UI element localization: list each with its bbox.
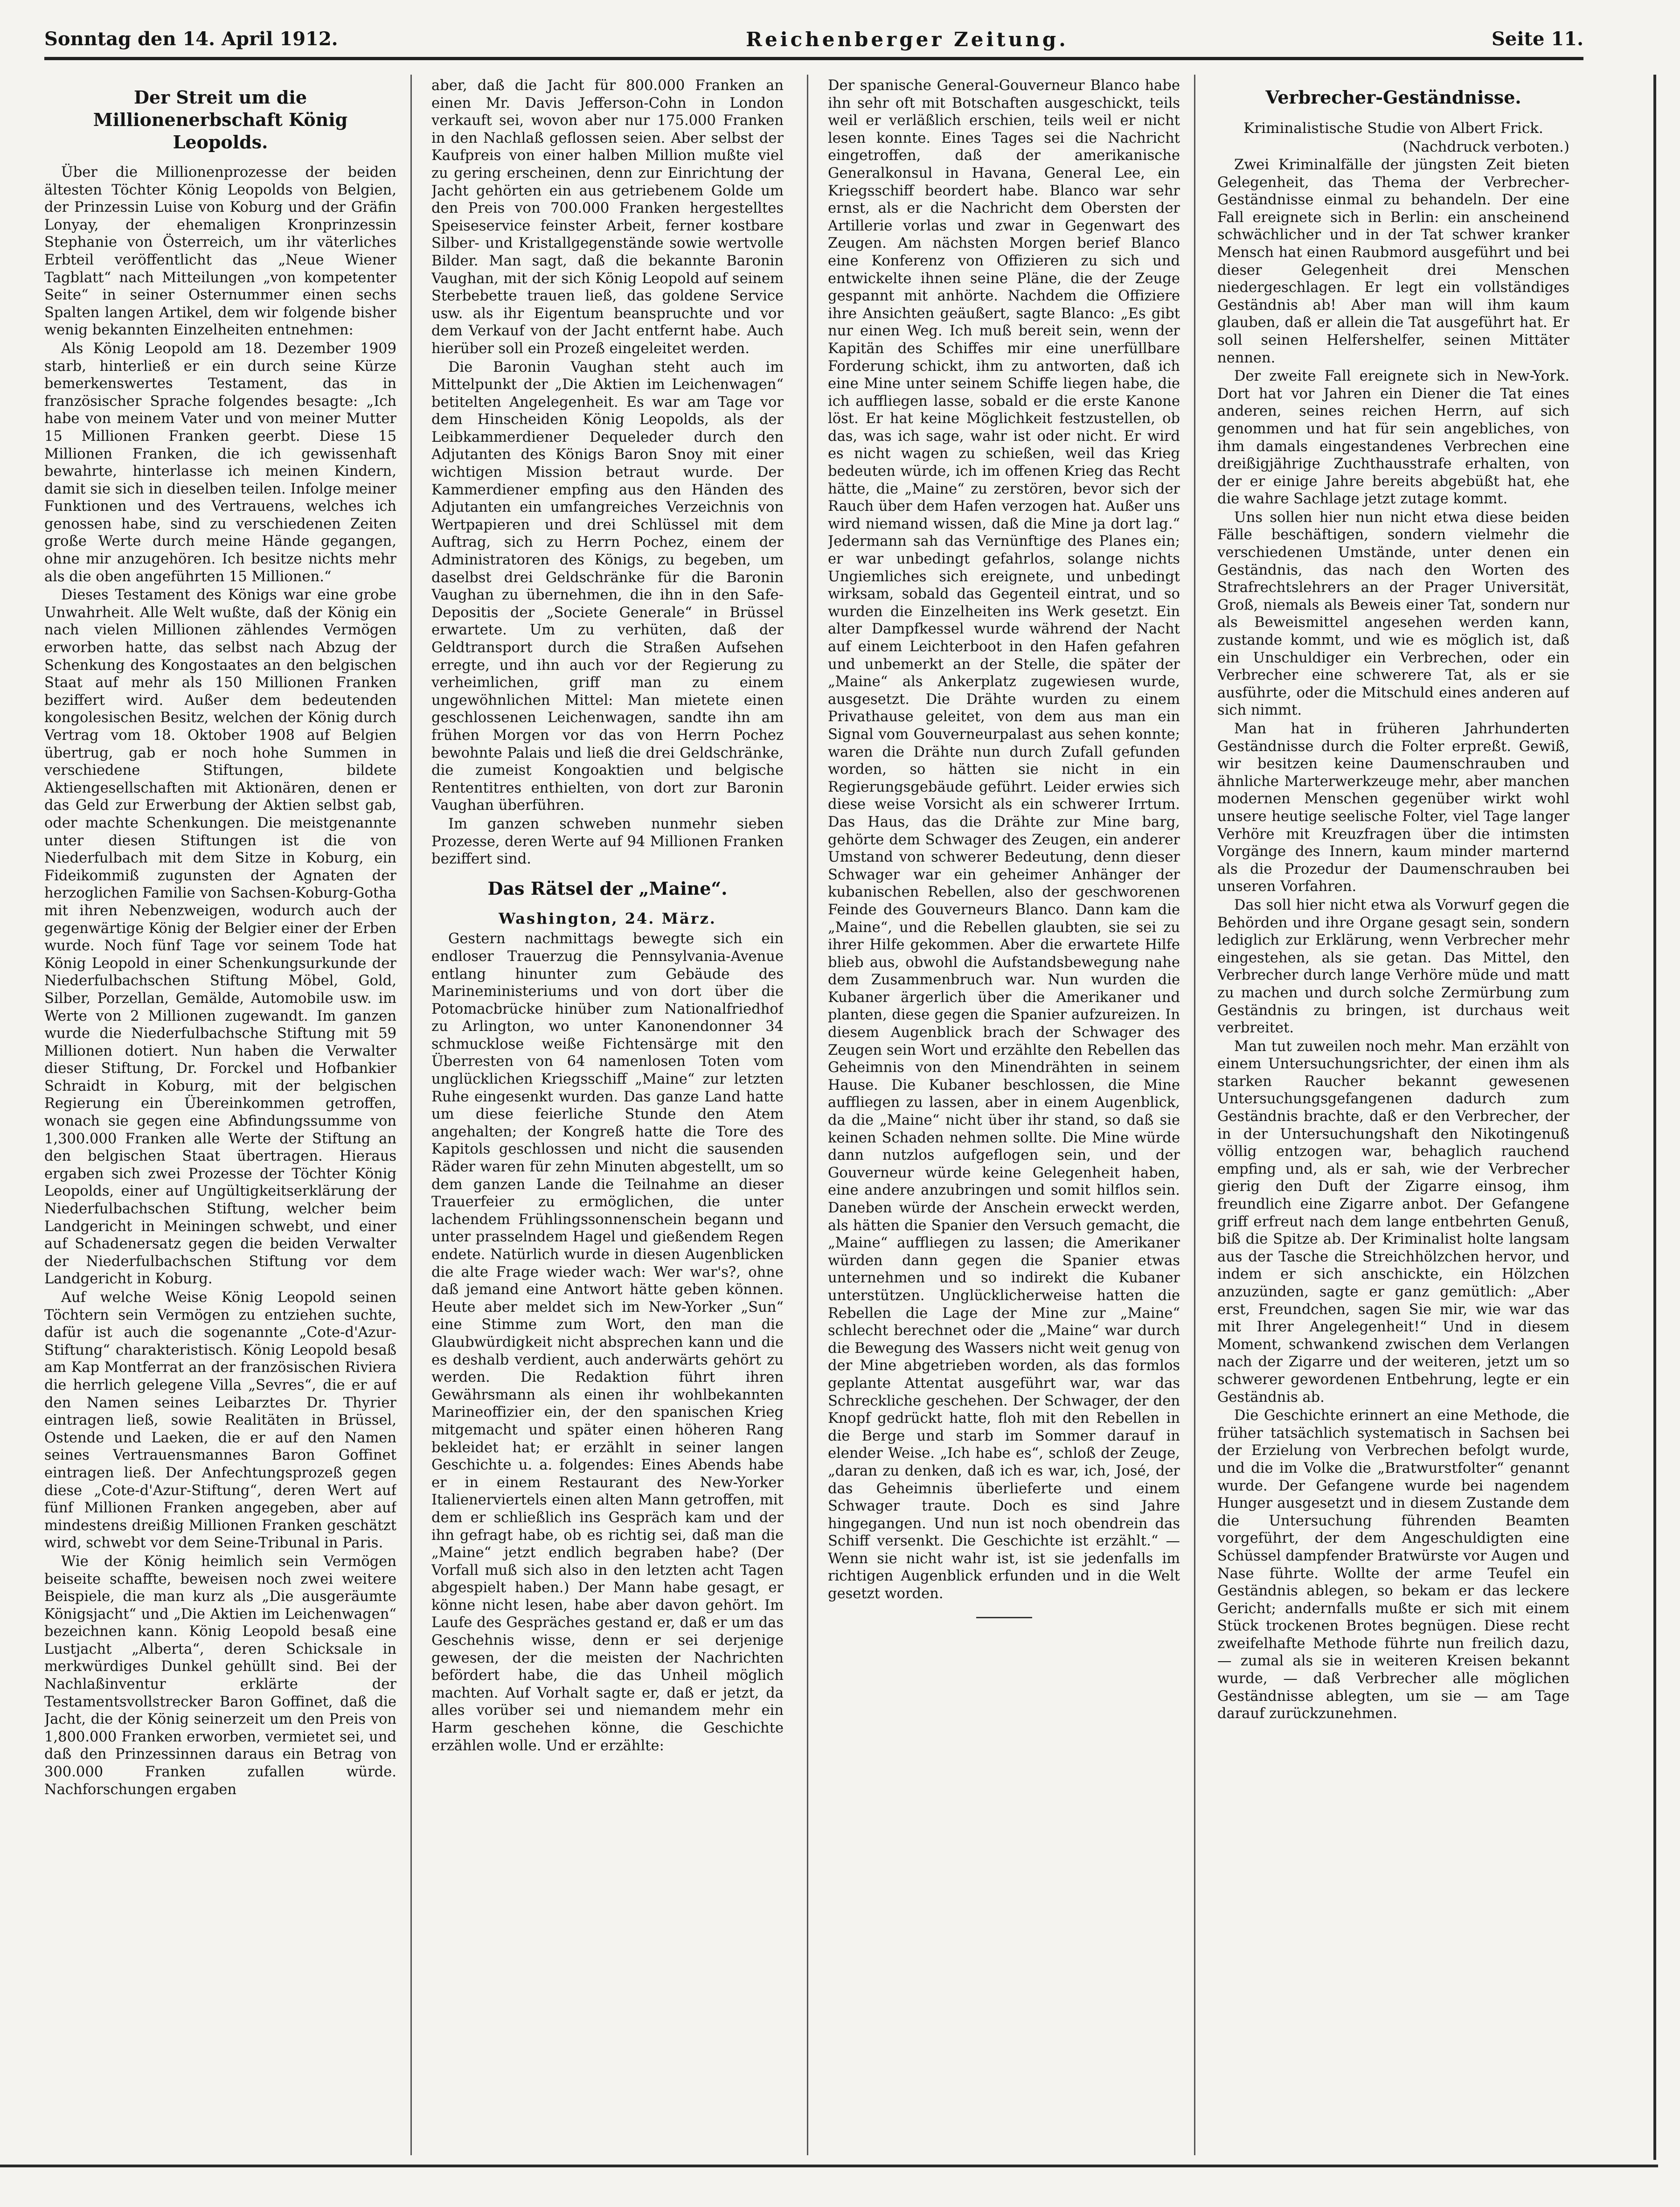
article-paragraph: Die Geschichte erinnert an eine Methode, die früher tatsächlich systematisch in Sachsen bei der Erzielung von Verbrechen befolgt wurde, und die im Volke die „Bratwurstfolter“ genannt wurde. Der Gefangene wurde bei nagendem Hunger ausgesetzt und in diesem Zustande dem die Untersuchung führenden Beamten vorgeführt, der dem Angeschuldigten eine Schüssel dampfender Bratwürste vor Augen und Nase führte. Wollte der arme Teufel ein Geständnis ablegen, so bekam er das leckere Gericht; andernfalls mußte er sich mit einem Stück trockenen Brotes begnügen. Diese recht zweifelhafte Methode führte nun freilich dazu, — zumal als sie in weiteren Kreisen bekannt wurde, — daß Verbrecher alle möglichen Geständnisse ablegten, um sie — am Tage darauf zurückzunehmen. bbox=[1217, 1407, 1569, 1722]
newspaper-title: Reichenberger Zeitung. bbox=[746, 28, 1069, 51]
article-paragraph: Der zweite Fall ereignete sich in New-York. Dort hat vor Jahren ein Diener die Tat eines anderen, seines reichen Herrn, auf sich genommen und hat für sein angebliches, von ihm damals eingestandenes Verbrechen eine dreißigjährige Zuchthausstrafe erhalten, von der er einige Jahre bereits abgebüßt hat, ehe die wahre Sachlage jetzt zutage kommt. bbox=[1217, 368, 1569, 508]
article-paragraph: Gestern nachmittags bewegte sich ein endloser Trauerzug die Pennsylvania-Avenue entlang hinunter zum Gebäude des Marineministeriums und von dort über die Potomacbrücke hinüber zum Nationalfriedhof zu Arlington, wo unter Kanonendonner 34 schmucklose weiße Fichtensärge mit den Überresten von 64 namenlosen Toten vom unglücklichen Kriegsschiff „Maine“ zur letzten Ruhe eingesenkt wurden. Das ganze Land hatte um diese feierliche Stunde den Atem angehalten; der Kongreß hatte die Tore des Kapitols geschlossen und nicht die sausenden Räder waren für zehn Minuten abgestellt, um so dem ganzen Lande die Teilnahme an dieser Trauerfeier zu ermöglichen, die unter lachendem Frühlingssonnenschein begann und unter prasselndem Hagel und gießendem Regen endete. Natürlich wurde in diesen Augenblicken die alte Frage wieder wach: Wer war's?, ohne daß jemand eine Antwort hätte geben können. Heute aber meldet sich im New-Yorker „Sun“ eine Stimme zum Wort, den man die Glaubwürdigkeit nicht absprechen kann und die es deshalb verdient, auch anderwärts gehört zu werden. Die Redaktion führt ihren Gewährsmann als einen ihr wohlbekannten Marineoffizier ein, der den spanischen Krieg mitgemacht und später einen höheren Rang bekleidet hat; er erzählt in seiner langen Geschichte u. a. folgendes: Eines Abends habe er in einem Restaurant des New-Yorker Italienerviertels einen alten Mann getroffen, mit dem er schließlich ins Gespräch kam und der ihn gefragt habe, ob es richtig sei, daß man die „Maine“ jetzt endlich begraben habe? (Der Vorfall muß sich also in den letzten acht Tagen abgespielt haben.) Der Mann habe gesagt, er könne nicht lesen, habe aber davon gehört. Im Laufe des Gespräches gestand er, daß er um das Geschehnis wisse, denn er sei derjenige gewesen, der die meisten der Nachrichten befördert habe, die das Unheil möglich machten. Auf Vorhalt sagte er, daß er jetzt, da alles vorüber sei und niemandem mehr ein Harm geschehen könne, die Geschichte erzählen wolle. Und er erzählte: bbox=[431, 931, 784, 1754]
article-paragraph: Die Baronin Vaughan steht auch im Mittelpunkt der „Die Aktien im Leichenwagen“ betitelten Angelegenheit. Es war am Tage vor dem Hinscheiden König Leopolds, als der Leibkammerdiener Dequeleder durch den Adjutanten des Königs Baron Snoy mit einer wichtigen Mission betraut wurde. Der Kammerdiener empfing aus den Händen des Adjutanten ein umfangreiches Verzeichnis von Wertpapieren und drei Schlüssel mit dem Auftrag, sich zu Herrn Pochez, einem der Administratoren des Königs, zu begeben, um daselbst drei Geldschränke für die Baronin Vaughan zu übernehmen, die ihn in den Safe-Depositis der „Societe Generale“ in Brüssel erwartete. Um zu verhüten, daß der Geldtransport durch die Straßen Aufsehen erregte, und ihn auch vor der Regierung zu verheimlichen, griff man zu einem ungewöhnlichen Mittel: Man mietete einen geschlossenen Leichenwagen, sandte ihn am frühen Morgen vor das von Herrn Pochez bewohnte Palais und ließ die drei Geldschränke, die zumeist Kongoaktien und belgische Rententitres enthielten, von dort zur Baronin Vaughan überführen. bbox=[431, 359, 784, 814]
article-end-rule bbox=[976, 1617, 1032, 1618]
article-paragraph: Zwei Kriminalfälle der jüngsten Zeit bieten Gelegenheit, das Thema der Verbrecher-Geständnisse einmal zu behandeln. Der eine Fall ereignete sich in Berlin: ein anscheinend schwächlicher und in der Tat schwer kranker Mensch hat einen Raubmord ausgeführt und bei dieser Gelegenheit drei Menschen niedergeschlagen. Er legt ein vollständiges Geständnis ab! Aber man will ihm kaum glauben, daß er allein die Tat ausgeführt hat. Er soll seinen Helfershelfer, seinen Mittäter nennen. bbox=[1217, 157, 1569, 366]
article-paragraph: aber, daß die Jacht für 800.000 Franken an einen Mr. Davis Jefferson-Cohn in London verkauft sei, wovon aber nur 175.000 Franken in den Nachlaß geflossen seien. Aber selbst der Kaufpreis von einer halben Million mußte viel zu gering erscheinen, denn zur Einrichtung der Jacht gehörten ein aus getriebenem Golde um den Preis von 700.000 Franken hergestelltes Speiseservice feinster Arbeit, ferner kostbare Silber- und Kristallgegenstände sowie wertvolle Bilder. Man sagt, daß die bekannte Baronin Vaughan, mit der sich König Leopold auf seinem Sterbebette trauen ließ, das goldene Service usw. als ihr Eigentum beanspruchte und vor dem Verkauf von der Jacht entfernt habe. Auch hierüber soll ein Prozeß eingeleitet werden. bbox=[431, 77, 784, 357]
article-paragraph: Auf welche Weise König Leopold seinen Töchtern sein Vermögen zu entziehen suchte, dafür ist auch die sogenannte „Cote-d'Azur-Stiftung“ charakteristisch. König Leopold besaß am Kap Montferrat an der französischen Riviera die herrlich gelegene Villa „Sevres“, die er auf den Namen seines Leibarztes Dr. Thyrier eintragen ließ, sowie Realitäten in Brüssel, Ostende und Laeken, die er auf den Namen seines Vertrauensmannes Baron Goffinet eintragen ließ. Der Anfechtungsprozeß gegen diese „Cote-d'Azur-Stiftung“, deren Wert auf fünf Millionen Franken angegeben, aber auf mindestens dreißig Millionen Franken geschätzt wird, schwebt vor dem Seine-Tribunal in Paris. bbox=[44, 1289, 396, 1552]
article-title: Verbrecher-Geständnisse. bbox=[1265, 87, 1521, 108]
column-3 bbox=[828, 77, 1180, 2153]
article-paragraph: Dieses Testament des Königs war eine grobe Unwahrheit. Alle Welt wußte, daß der König ein nach vielen Millionen zählendes Vermögen erworben hatte, das selbst nach Abzug der Schenkung des Kongostaates an den belgischen Staat auf mehr als 150 Millionen Franken beziffert wird. Außer dem bedeutenden kongolesischen Besitz, welchen der König durch Vertrag vom 18. Oktober 1908 auf Belgien übertrug, gab er noch hohe Summen in verschiedene Stiftungen, bildete Aktiengesellschaften mit Aktionären, denen er das Geld zur Erwerbung der Aktien selbst gab, oder machte Schenkungen. Die meistgenannte unter diesen Stiftungen ist die von Niederfulbach mit dem Sitze in Koburg, ein Fideikommiß zugunsten der Agnaten der herzoglichen Familie von Sachsen-Koburg-Gotha mit ihren Nebenzweigen, wodurch auch der gegenwärtige König der Belgier einer der Erben wurde. Noch fünf Tage vor seinem Tode hat König Leopold in einer Schenkungsurkunde der Niederfulbachschen Stiftung Möbel, Gold, Silber, Porzellan, Gemälde, Automobile usw. im Werte von 2 Millionen zugewandt. Im ganzen wurde die Niederfulbachsche Stiftung mit 59 Millionen dotiert. Nun haben die Verwalter dieser Stiftung, Dr. Forckel und Hofbankier Schraidt in Koburg, mit der belgischen Regierung ein Übereinkommen getroffen, wonach sie gegen eine Abfindungssumme von 1,300.000 Franken alle Werte der Stiftung an den belgischen Staat übertragen. Hieraus ergaben sich zwei Prozesse der Töchter König Leopolds, einer auf Ungültigkeitserklärung der Niederfulbachschen Stiftung, welcher beim Landgericht in Meiningen schwebt, und einer auf Schadenersatz gegen die beiden Verwalter der Niederfulbachschen Stiftung vor dem Landgericht in Koburg. bbox=[44, 587, 396, 1288]
article-subtitle: Kriminalistische Studie von Albert Frick. bbox=[1243, 120, 1543, 137]
header-rule bbox=[44, 57, 1583, 60]
page-border-bottom bbox=[0, 2165, 1658, 2167]
page-border-right bbox=[1653, 75, 1656, 2160]
issue-date: Sonntag den 14. April 1912. bbox=[44, 28, 338, 50]
article-paragraph: Wie der König heimlich sein Vermögen beiseite schaffte, beweisen noch zwei weitere Beispiele, die man kurz als „Die ausgeräumte Königsjacht“ und „Die Aktien im Leichenwagen“ bezeichnen kann. König Leopold besaß eine Lustjacht „Alberta“, deren Schicksale in merkwürdiges Dunkel gehüllt sind. Bei der Nachlaßinventur erklärte der Testamentsvollstrecker Baron Goffinet, daß die Jacht, die der König seinerzeit um den Preis von 1,800.000 Franken erworben, vermietet sei, und daß den Prinzessinnen daraus ein Betrag von 300.000 Franken zufallen würde. Nachforschungen ergaben bbox=[44, 1553, 396, 1798]
article-paragraph: Man hat in früheren Jahrhunderten Geständnisse durch die Folter erpreßt. Gewiß, wir besitzen keine Daumenschrauben und ähnliche Marterwerkzeuge mehr, aber manchen modernen Menschen gegenüber wirkt wohl unsere heutige seelische Folter, viel Tage langer Verhöre mit Kreuzfragen über die intimsten Vorgänge des Innern, kaum minder marternd als die Prozedur der Daumenschrauben bei unseren Vorfahren. bbox=[1217, 721, 1569, 895]
column-4 bbox=[1217, 77, 1569, 2153]
column-2 bbox=[431, 77, 784, 2153]
article-paragraph: Im ganzen schweben nunmehr sieben Prozesse, deren Werte auf 94 Millionen Franken beziffert sind. bbox=[431, 815, 784, 868]
article-paragraph: Als König Leopold am 18. Dezember 1909 starb, hinterließ er ein durch seine Kürze bemerkenswertes Testament, das in französischer Sprache folgendes besagte: „Ich habe von meinem Vater und von meiner Mutter 15 Millionen Franken geerbt. Diese 15 Millionen Franken, die ich gewissenhaft bewahrte, hinterlasse ich meinen Kindern, damit sie sich in dieselben teilen. Infolge meiner Funktionen und des Vertrauens, welches ich genossen habe, sind zu verschiedenen Zeiten große Werte durch meine Hände gegangen, ohne mir anzugehören. Ich besitze nichts mehr als die oben angeführten 15 Millionen.“ bbox=[44, 340, 396, 585]
page-number: Seite 11. bbox=[1492, 28, 1583, 50]
column-1 bbox=[44, 77, 396, 2153]
article-paragraph: Uns sollen hier nun nicht etwa diese beiden Fälle beschäftigen, sondern vielmehr die verschiedenen Umstände, unter denen ein Geständnis, das nach den Worten des Strafrechtslehrers an der Prager Universität, Groß, niemals als Beweis einer Tat, sondern nur als Beweismittel angesehen werden kann, zustande kommt, und wie es möglich ist, daß ein Unschuldiger ein Verbrechen, oder ein Verbrecher eine schwerere Tat, als er sie ausführte, oder die Mitschuld eines anderen auf sich nimmt. bbox=[1217, 509, 1569, 719]
article-title: Das Rätsel der „Maine“. bbox=[487, 877, 728, 899]
article-dateline: Washington, 24. März. bbox=[499, 909, 716, 927]
article-paragraph: Man tut zuweilen noch mehr. Man erzählt von einem Untersuchungsrichter, der einen ihm als starken Raucher bekannt gewesenen Untersuchungsgefangenen dadurch zum Geständnis brachte, daß er den Verbrecher, der in der Untersuchungshaft den Nikotingenuß völlig entzogen war, behaglich rauchend empfing und, als er sah, wie der Verbrecher gierig den Duft der Zigarre einsog, ihm freundlich eine Zigarre anbot. Der Gefangene griff erfreut nach dem lange entbehrten Genuß, biß die Spitze ab. Der Kriminalist holte langsam aus der Tasche die Streichhölzchen hervor, und indem er sich anschickte, ein Hölzchen anzuzünden, sagte er ganz gemütlich: „Aber erst, Freundchen, sagen Sie mir, wie war das mit Ihrer Angelegenheit!“ Und in diesem Moment, schwankend zwischen dem Verlangen nach der Zigarre und der weiteren, jetzt um so schwerer gewordenen Entbehrung, legte er ein Geständnis ab. bbox=[1217, 1038, 1569, 1406]
article-paragraph: Über die Millionenprozesse der beiden ältesten Töchter König Leopolds von Belgien, der Prinzessin Luise von Koburg und der Gräfin Lonyay, der ehemaligen Kronprinzessin Stephanie von Österreich, um ihr väterliches Erbteil veröffentlicht das „Neue Wiener Tagblatt“ nach Mitteilungen „von kompetenter Seite“ in seiner Osternummer einen sechs Spalten langen Artikel, dem wir folgende bisher wenig bekannten Einzelheiten entnehmen: bbox=[44, 164, 396, 339]
article-paragraph: Der spanische General-Gouverneur Blanco habe ihn sehr oft mit Botschaften ausgeschickt, teils weil er verläßlich erschien, teils weil er nicht lesen konnte. Eines Tages sei die Nachricht eingetroffen, daß der amerikanische Generalkonsul in Havana, General Lee, ein Kriegsschiff beordert habe. Blanco war sehr ernst, als er die Nachricht dem Obersten der Artillerie vorlas und zwar in Gegenwart des Zeugen. Am nächsten Morgen berief Blanco eine Konferenz von Offizieren zu sich und entwickelte ihnen seine Pläne, die der Zeuge gespannt mit anhörte. Nachdem die Offiziere ihre Ansichten geäußert, sagte Blanco: „Es gibt nur einen Weg. Ich muß bereit sein, wenn der Kapitän des Schiffes mir eine unerfüllbare Forderung schickt, ihm zu antworten, daß ich eine Mine unter seinem Schiffe liegen habe, die ich auffliegen lasse, sobald er die erste Kanone löst. Er hat keine Möglichkeit festzustellen, ob das, was ich sage, wahr ist oder nicht. Er wird es nicht wagen zu schießen, weil das Krieg bedeuten würde, ich im offenen Krieg das Recht hätte, die „Maine“ zu zerstören, bevor sich der Rauch über dem Hafen verzogen hat. Außer uns wird niemand wissen, daß die Mine ja dort lag.“ Jedermann sah das Vernünftige des Planes ein; er war unbedingt gefahrlos, solange nichts Ungiemliches sich ereignete, und unbedingt wirksam, sobald das Gegenteil eintrat, und so wurden die Einzelheiten ins Werk gesetzt. Ein alter Dampfkessel wurde während der Nacht auf einem Leichterboot in den Hafen gefahren und unbemerkt an der Stelle, die später der „Maine“ als Ankerplatz zugewiesen wurde, ausgesetzt. Die Drähte wurden zu einem Privathause geleitet, von dem aus man ein Signal vom Gouverneurpalast aus sehen konnte; waren die Drähte nun durch Zufall gefunden worden, so hätten sie nicht in ein Regierungsgebäude geführt. Leider erwies sich diese weise Vorsicht als ein schwerer Irrtum. Das Haus, das die Drähte zur Mine barg, gehörte dem Schwager des Zeugen, ein anderer Umstand von schwerer Bedeutung, denn dieser Schwager war ein geheimer Anhänger der kubanischen Rebellen, also der geschworenen Feinde des Gouverneurs Blanco. Dann kam die „Maine“, und die Rebellen glaubten, sie sei zu ihrer Hilfe gekommen. Aber die erwartete Hilfe blieb aus, obwohl die Aufstandsbewegung nahe dem Zusammenbruch war. Nun wurden die Kubaner ärgerlich über die Amerikaner und planten, diese gegen die Spanier aufzureizen. In diesem Augenblick brach der Schwager des Zeugen sein Wort und erzählte den Rebellen das Geheimnis von den Minendrähten in seinem Hause. Die Kubaner beschlossen, die Mine auffliegen zu lassen, aber in einem Augenblick, da die „Maine“ nicht über ihr stand, so daß sie keinen Schaden nehmen sollte. Die Mine würde dann nutzlos aufgeflogen sein, und der Gouverneur würde keine Gelegenheit haben, eine andere anzubringen und somit hilflos sein. Daneben würde der Anschein erweckt werden, als hätten die Spanier den Versuch gemacht, die „Maine“ auffliegen zu lassen; die Amerikaner würden dann gegen die Spanier etwas unternehmen und so indirekt die Kubaner unterstützen. Unglücklicherweise hatten die Rebellen die Lage der Mine zur „Maine“ schlecht berechnet oder die „Maine“ war durch die Bewegung des Wassers nicht weit genug von der Mine abgetrieben worden, als das formlos geplante Attentat ausgeführt war, war das Schreckliche geschehen. Der Schwager, der den Knopf gedrückt hatte, floh mit den Rebellen in die Berge und starb im Sommer darauf in elender Weise. „Ich habe es“, schloß der Zeuge, „daran zu denken, daß ich es war, ich, José, der das Geheimnis überlieferte und einem Schwager traute. Doch es sind Jahre hingegangen. Und nun ist noch obendrein das Schiff versenkt. Die Geschichte ist erzählt.“ — Wenn sie nicht wahr ist, ist sie jedenfalls im richtigen Augenblick erfunden und in die Welt gesetzt worden. bbox=[828, 77, 1180, 1602]
reprint-note: (Nachdruck verboten.) bbox=[1402, 139, 1569, 155]
article-paragraph: Das soll hier nicht etwa als Vorwurf gegen die Behörden und ihre Organe gesagt sein, sondern lediglich zur Erklärung, wenn Verbrecher mehr eingestehen, als sie getan. Das Mittel, den Verbrecher durch lange Verhöre müde und matt zu machen und durch solche Zermürbung zum Geständnis zu bringen, ist durchaus weit verbreitet. bbox=[1217, 897, 1569, 1037]
column-divider bbox=[410, 75, 412, 2155]
article-title: Der Streit um die Millionenerbschaft König Leopolds. bbox=[93, 87, 348, 153]
column-divider bbox=[807, 75, 808, 2155]
page-header bbox=[44, 28, 1583, 56]
column-divider bbox=[1194, 75, 1195, 2155]
